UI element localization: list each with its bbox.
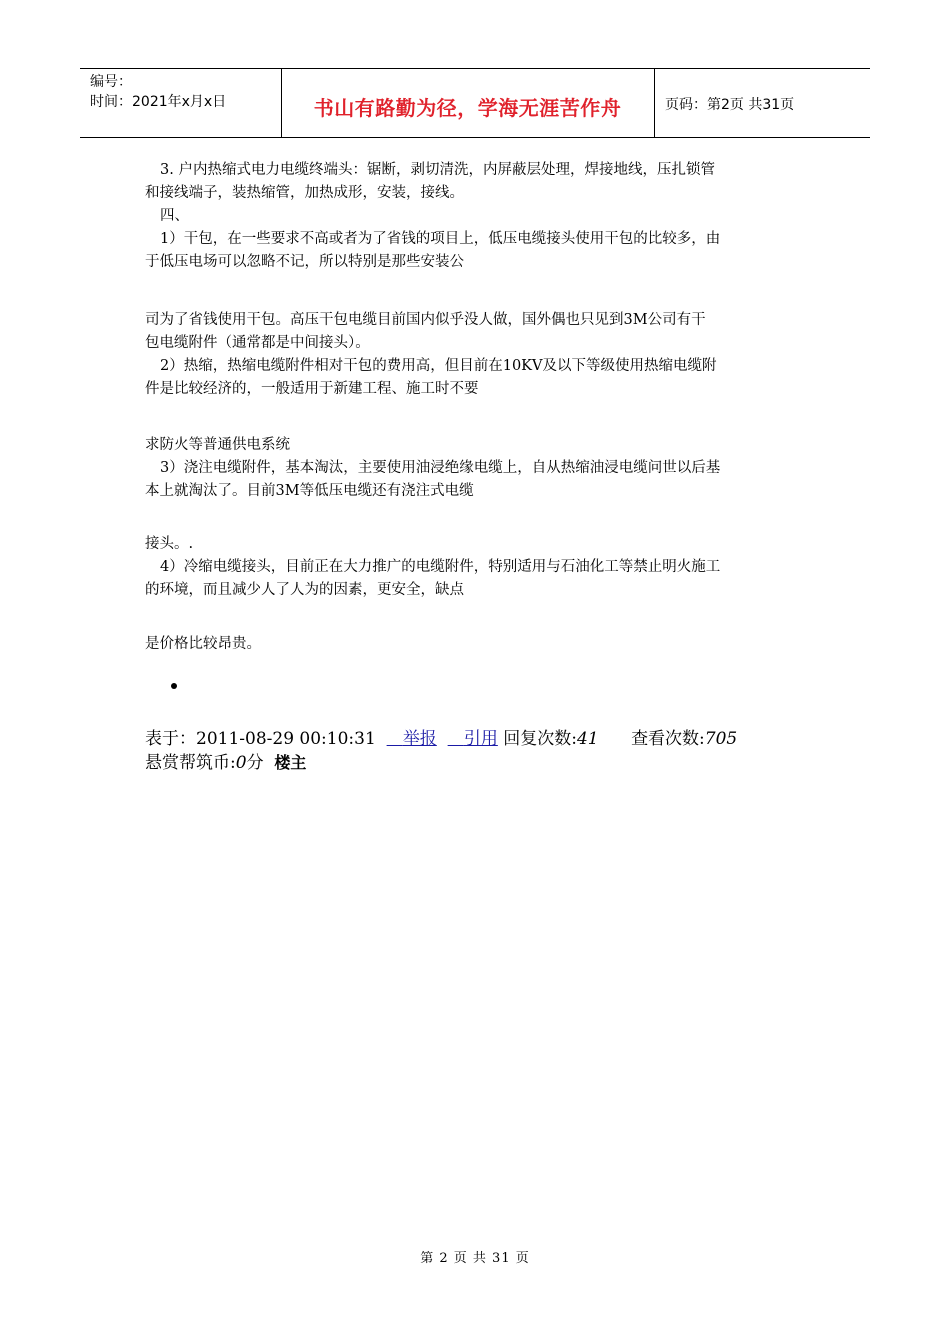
body-line: 1）干包，在一些要求不高或者为了省钱的项目上，低压电缆接头使用干包的比较多，由 (160, 231, 721, 247)
body-line: 2）热缩，热缩电缆附件相对干包的费用高，但目前在10KV及以下等级使用热缩电缆附 (160, 358, 717, 374)
view-count-label: 查看次数: (631, 729, 705, 749)
post-meta-line-2 (145, 751, 737, 775)
body-block-3 (145, 434, 810, 503)
body-block-2 (145, 309, 810, 401)
body-line: 4）冷缩电缆接头，目前正在大力推广的电缆附件，特别适用与石油化工等禁止明火施工 (160, 559, 721, 575)
list-bullet (171, 683, 177, 689)
body-line: 3）浇注电缆附件，基本淘汰，主要使用油浸绝缘电缆上，自从热缩油浸电缆问世以后基 (160, 460, 721, 476)
header-page-info: 页码：第2页 共31页 (665, 97, 795, 113)
reward-value: 0 (235, 753, 247, 773)
header-meta-cell (80, 69, 282, 137)
body-line: 司为了省钱使用干包。高压干包电缆目前国内似乎没人做，国外偶也只见到3M公司有干 (145, 312, 706, 328)
body-line: 和接线端子，装热缩管，加热成形，安装，接线。 (145, 185, 464, 201)
posted-time: 2011-08-29 00:10:31 (196, 729, 376, 749)
body-line: 求防火等普通供电系统 (145, 437, 290, 453)
body-line: 于低压电场可以忽略不记，所以特别是那些安装公 (145, 254, 464, 270)
header-motto-cell (281, 69, 655, 137)
body-line: 包电缆附件（通常都是中间接头）。 (145, 335, 370, 351)
page-header (80, 68, 870, 138)
reward-unit: 分 (246, 753, 264, 773)
header-page-cell (655, 69, 870, 137)
body-block-4 (145, 533, 810, 602)
reply-count: 41 (576, 729, 599, 749)
page-footer: 第 2 页 共 31 页 (420, 1251, 530, 1266)
report-link[interactable] (387, 729, 437, 749)
body-line: 本上就淘汰了。目前3M等低压电缆还有浇注式电缆 (145, 483, 474, 499)
document-number-label: 编号： (90, 74, 132, 90)
body-line: 四、 (160, 208, 189, 224)
post-meta-line-1 (145, 727, 737, 751)
body-line: 是价格比较昂贵。 (145, 636, 261, 652)
posted-label: 表于： (145, 729, 196, 749)
header-motto: 书山有路勤为径，学海无涯苦作舟 (313, 96, 622, 120)
reply-count-label: 回复次数: (503, 729, 577, 749)
post-meta (145, 727, 737, 775)
quote-link-text[interactable]: 引用 (463, 729, 498, 749)
quote-link[interactable] (448, 729, 498, 749)
body-line: 的环境，而且减少人了人为的因素，更安全，缺点 (145, 582, 464, 598)
reward-label: 悬赏帮筑币: (145, 753, 236, 773)
document-date: 时间：2021年x月x日 (90, 94, 227, 110)
body-line: 接头。. (145, 536, 194, 552)
body-line: 3. 户内热缩式电力电缆终端头：锯断，剥切清洗，内屏蔽层处理，焊接地线，压扎锁管 (160, 162, 715, 178)
view-count: 705 (704, 729, 738, 749)
body-line: 件是比较经济的，一般适用于新建工程、施工时不要 (145, 381, 479, 397)
body-block-1 (145, 159, 810, 274)
report-link-text[interactable]: 举报 (402, 729, 437, 749)
thread-owner-label: 楼主 (274, 753, 307, 772)
body-block-5 (145, 633, 810, 656)
